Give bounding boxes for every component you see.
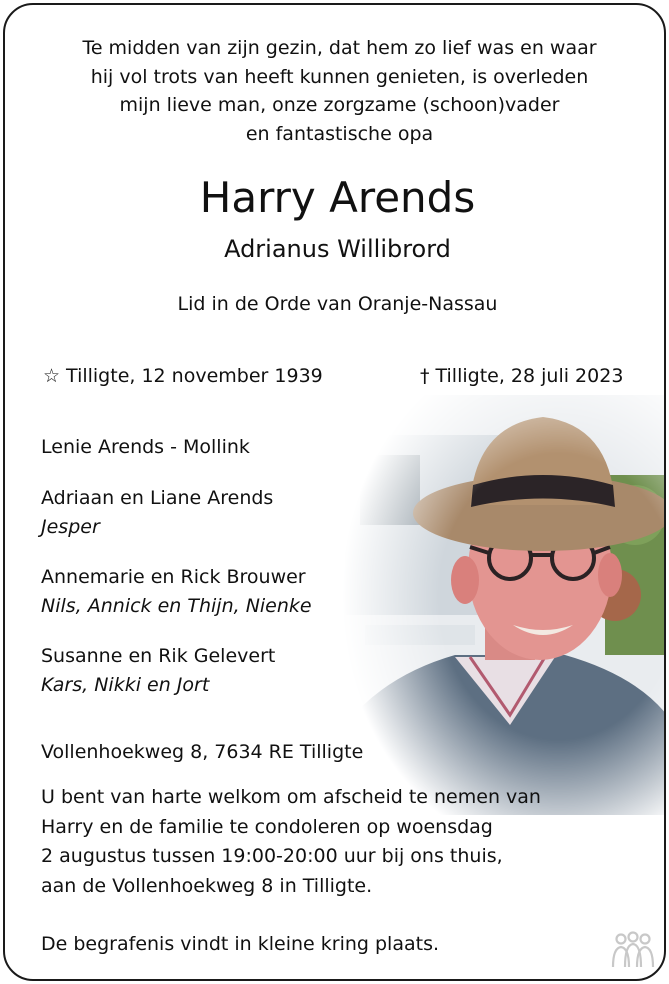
- family-names: Susanne en Rik Gelevert: [41, 645, 276, 667]
- family-children: Kars, Nikki en Jort: [41, 674, 210, 696]
- intro-line: Te midden van zijn gezin, dat hem zo lief was en waar: [82, 37, 597, 59]
- family-entry: [41, 563, 312, 621]
- star-icon: ☆: [43, 365, 61, 387]
- welcome-line: aan de Vollenhoekweg 8 in Tilligte.: [41, 874, 373, 897]
- welcome-line: U bent van harte welkom om afscheid te nemen van: [41, 786, 541, 808]
- closing-text: De begrafenis vindt in kleine kring plaats.: [41, 933, 440, 955]
- death-info: [420, 362, 623, 390]
- family-names: Lenie Arends - Mollink: [41, 436, 250, 458]
- intro-line: hij vol trots van heeft kunnen genieten, is overleden: [90, 65, 589, 88]
- deceased-name: Harry Arends: [199, 173, 476, 222]
- intro-line: en fantastische opa: [245, 122, 434, 145]
- welcome-line: Harry en de familie te condoleren op woensdag: [41, 815, 493, 838]
- welcome-line: 2 augustus tussen 19:00-20:00 uur bij ons thuis,: [41, 845, 503, 867]
- family-names: Adriaan en Liane Arends: [41, 487, 274, 509]
- family-children: Jesper: [41, 516, 100, 538]
- family-entry: [41, 484, 273, 542]
- order-membership: Lid in de Orde van Oranje-Nassau: [177, 293, 498, 315]
- family-entry: [41, 642, 275, 700]
- welcome-text: [41, 783, 541, 901]
- family-children: Nils, Annick en Thijn, Nienke: [41, 595, 312, 617]
- intro-line: mijn lieve man, onze zorgzame (schoon)vader: [119, 94, 560, 116]
- address: Vollenhoekweg 8, 7634 RE Tilligte: [41, 741, 364, 763]
- birth-text: Tilligte, 12 november 1939: [66, 365, 323, 387]
- obituary-card: [3, 3, 666, 981]
- family-entry: [41, 433, 250, 462]
- birth-info: [43, 362, 323, 390]
- death-text: Tilligte, 28 juli 2023: [435, 365, 624, 387]
- cross-icon: †: [420, 365, 430, 387]
- given-names: Adrianus Willibrord: [224, 235, 451, 263]
- family-people-icon: [610, 931, 656, 969]
- intro-text: [25, 34, 654, 148]
- family-names: Annemarie en Rick Brouwer: [41, 566, 306, 588]
